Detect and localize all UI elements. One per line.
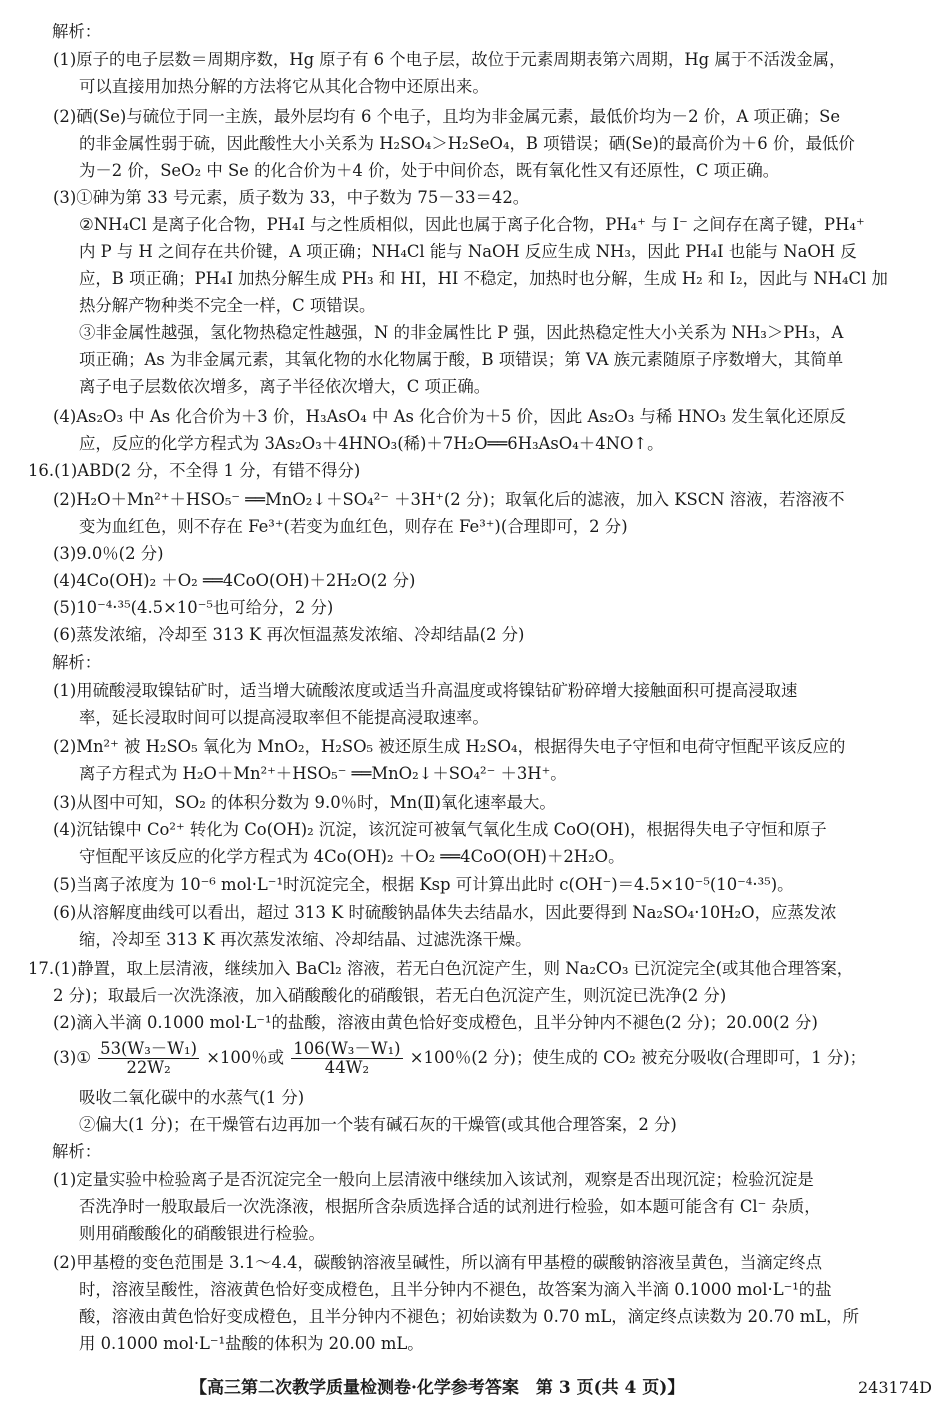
q17-e2-line: 用 0.1000 mol·L⁻¹盐酸的体积为 20.00 mL。 — [79, 1334, 424, 1353]
q17-answer-3-formula — [53, 1040, 866, 1077]
q16-answer-1: 16.(1)ABD(2 分，不全得 1 分，有错不得分) — [28, 461, 361, 480]
q16-e4-line: (4)沉钴镍中 Co²⁺ 转化为 Co(OH)₂ 沉淀，该沉淀可被氧气氧化生成 CoO(OH)，根据得失电子守恒和原子 — [53, 820, 827, 839]
q15-p1-line: (1)原子的电子层数＝周期序数，Hg 原子有 6 个电子层，故位于元素周期表第六周期，Hg 属于不活泼金属， — [53, 50, 846, 69]
analysis-label: 解析： — [52, 1142, 102, 1161]
q15-p3c-line: 项正确；As 为非金属元素，其氧化物的水化物属于酸，B 项错误；第 VA 族元素随原子序数增大，其简单 — [79, 350, 844, 369]
footer-title: 【高三第二次教学质量检测卷·化学参考答案 第 3 页(共 4 页)】 — [190, 1378, 685, 1398]
q15-p3b-line: 内 P 与 H 之间存在共价键，A 项正确；NH₄Cl 能与 NaOH 反应生成 NH₃，因此 PH₄I 也能与 NaOH 反 — [79, 242, 857, 261]
q15-p3b-line: ②NH₄Cl 是离子化合物，PH₄I 与之性质相似，因此也属于离子化合物，PH₄⁺ 与 I⁻ 之间存在离子键，PH₄⁺ — [79, 215, 865, 234]
q16-e3: (3)从图中可知，SO₂ 的体积分数为 9.0％时，Mn(Ⅱ)氧化速率最大。 — [53, 793, 556, 812]
q15-p3a-line: (3)①砷为第 33 号元素，质子数为 33，中子数为 75－33＝42。 — [53, 188, 530, 207]
q17-e1-line: 否洗净时一般取最后一次洗涤液，根据所含杂质选择合适的试剂进行检验，如本题可能含有 Cl⁻ 杂质， — [79, 1197, 821, 1216]
q16-e4-line: 守恒配平该反应的化学方程式为 4Co(OH)₂ ＋O₂ ══4CoO(OH)＋2H₂O。 — [79, 847, 625, 866]
q17-e2-line: 时，溶液呈酸性，溶液黄色恰好变成橙色，且半分钟内不褪色，故答案为滴入半滴 0.1000 mol·L⁻¹的盐 — [79, 1280, 832, 1299]
q16-answer-2-line: 变为血红色，则不存在 Fe³⁺(若变为血红色，则存在 Fe³⁺)(合理即可，2 分) — [79, 517, 628, 536]
q17-answer-1-line: 17.(1)静置，取上层清液，继续加入 BaCl₂ 溶液，若无白色沉淀产生，则 Na₂CO₃ 已沉淀完全(或其他合理答案， — [28, 959, 854, 978]
formula-fraction-2 — [291, 1040, 402, 1077]
document-code: 243174D — [858, 1378, 932, 1397]
q17-answer-3-line2: 吸收二氧化碳中的水蒸气(1 分) — [79, 1088, 305, 1107]
q17-e1-line: 则用硝酸酸化的硝酸银进行检验。 — [79, 1224, 325, 1243]
q15-p2-line: 为－2 价，SeO₂ 中 Se 的化合价为＋4 价，处于中间价态，既有氧化性又有还原性，C 项正确。 — [79, 161, 780, 180]
analysis-label: 解析： — [52, 653, 102, 672]
fraction-denominator: 22W₂ — [126, 1058, 171, 1078]
q15-p3c-line: 离子电子层数依次增多，离子半径依次增大，C 项正确。 — [79, 377, 491, 396]
q16-e6-line: (6)从溶解度曲线可以看出，超过 313 K 时硫酸钠晶体失去结晶水，因此要得到 Na₂SO₄·10H₂O，应蒸发浓 — [53, 903, 837, 922]
q17-answer-3-mid: ×100％或 — [206, 1048, 285, 1068]
q17-answer-3b: ②偏大(1 分)；在干燥管右边再加一个装有碱石灰的干燥管(或其他合理答案，2 分) — [79, 1115, 677, 1134]
q15-p2-line: (2)硒(Se)与硫位于同一主族，最外层均有 6 个电子，且均为非金属元素，最低价均为－2 价，A 项正确；Se — [53, 107, 841, 126]
q17-e1-line: (1)定量实验中检验离子是否沉淀完全一般向上层清液中继续加入该试剂，观察是否出现沉淀；检验沉淀是 — [53, 1170, 814, 1189]
q16-answer-4: (4)4Co(OH)₂ ＋O₂ ══4CoO(OH)＋2H₂O(2 分) — [53, 571, 416, 590]
q16-answer-6: (6)蒸发浓缩，冷却至 313 K 再次恒温蒸发浓缩、冷却结晶(2 分) — [53, 625, 525, 644]
q16-e1-line: 率，延长浸取时间可以提高浸取率但不能提高浸取速率。 — [79, 708, 489, 727]
q16-e6-line: 缩，冷却至 313 K 再次蒸发浓缩、冷却结晶、过滤洗涤干燥。 — [79, 930, 532, 949]
q15-p2-line: 的非金属性弱于硫，因此酸性大小关系为 H₂SO₄＞H₂SeO₄，B 项错误；硒(Se)的最高价为＋6 价，最低价 — [79, 134, 855, 153]
fraction-numerator: 106(W₃－W₁) — [293, 1039, 401, 1058]
q16-answer-2-line: (2)H₂O＋Mn²⁺＋HSO₅⁻ ══MnO₂↓＋SO₄²⁻ ＋3H⁺(2 分)；取氧化后的滤液，加入 KSCN 溶液，若溶液不 — [53, 490, 845, 509]
q17-answer-3-prefix: (3)① — [53, 1048, 91, 1068]
fraction-numerator: 53(W₃－W₁) — [100, 1039, 198, 1058]
q16-answer-5: (5)10⁻⁴·³⁵(4.5×10⁻⁵也可给分，2 分) — [53, 598, 334, 617]
q15-p3c-line: ③非金属性越强，氢化物热稳定性越强，N 的非金属性比 P 强，因此热稳定性大小关系为 NH₃＞PH₃，A — [79, 323, 844, 342]
q15-p4-line: (4)As₂O₃ 中 As 化合价为＋3 价，H₃AsO₄ 中 As 化合价为＋5 价，因此 As₂O₃ 与稀 HNO₃ 发生氧化还原反 — [53, 407, 847, 426]
formula-fraction-1 — [98, 1040, 199, 1077]
q15-p3b-line: 热分解产物种类不完全一样，C 项错误。 — [79, 296, 376, 315]
q15-p1-line: 可以直接用加热分解的方法将它从其化合物中还原出来。 — [79, 77, 489, 96]
q16-e1-line: (1)用硫酸浸取镍钴矿时，适当增大硫酸浓度或适当升高温度或将镍钴矿粉碎增大接触面积可提高浸取速 — [53, 681, 798, 700]
q17-answer-1-line: 2 分)；取最后一次洗涤液，加入硝酸酸化的硝酸银，若无白色沉淀产生，则沉淀已洗净(2 分) — [53, 986, 727, 1005]
q16-e5: (5)当离子浓度为 10⁻⁶ mol·L⁻¹时沉淀完全，根据 Ksp 可计算出此时 c(OH⁻)＝4.5×10⁻⁵(10⁻⁴·³⁵)。 — [53, 875, 794, 894]
q16-answer-3: (3)9.0％(2 分) — [53, 544, 164, 563]
q17-e2-line: (2)甲基橙的变色范围是 3.1～4.4，碳酸钠溶液呈碱性，所以滴有甲基橙的碳酸钠溶液呈黄色，当滴定终点 — [53, 1253, 822, 1272]
q15-p4-line: 应，反应的化学方程式为 3As₂O₃＋4HNO₃(稀)＋7H₂O══6H₃AsO₄＋4NO↑。 — [79, 434, 664, 453]
page-footer — [0, 1374, 950, 1404]
q17-e2-line: 酸，溶液由黄色恰好变成橙色，且半分钟内不褪色；初始读数为 0.70 mL，滴定终点读数为 20.70 mL，所 — [79, 1307, 859, 1326]
analysis-label: 解析： — [52, 22, 102, 41]
q17-answer-2: (2)滴入半滴 0.1000 mol·L⁻¹的盐酸，溶液由黄色恰好变成橙色，且半分钟内不褪色(2 分)；20.00(2 分) — [53, 1013, 818, 1032]
q16-e2-line: 离子方程式为 H₂O＋Mn²⁺＋HSO₅⁻ ══MnO₂↓＋SO₄²⁻ ＋3H⁺。 — [79, 764, 567, 783]
q17-answer-3-suffix: ×100％(2 分)；使生成的 CO₂ 被充分吸收(合理即可，1 分)； — [409, 1048, 867, 1068]
q16-e2-line: (2)Mn²⁺ 被 H₂SO₅ 氧化为 MnO₂，H₂SO₅ 被还原生成 H₂SO₄，根据得失电子守恒和电荷守恒配平该反应的 — [53, 737, 846, 756]
fraction-denominator: 44W₂ — [324, 1058, 370, 1078]
q15-p3b-line: 应，B 项正确；PH₄I 加热分解生成 PH₃ 和 HI，HI 不稳定，加热时也分解，生成 H₂ 和 I₂，因此与 NH₄Cl 加 — [79, 269, 888, 288]
